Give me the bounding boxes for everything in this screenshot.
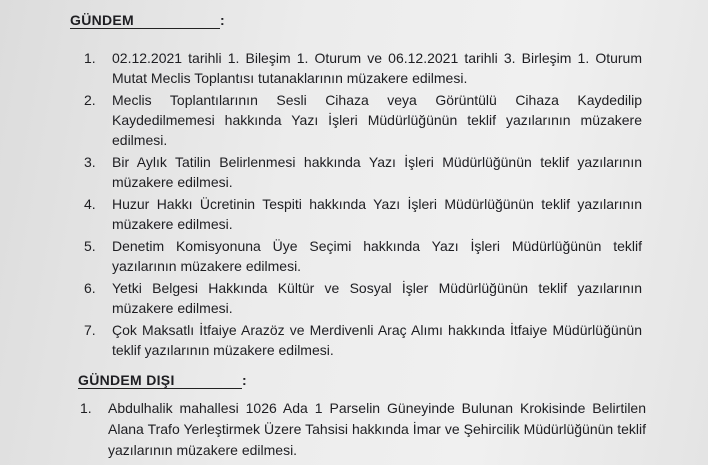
extra-agenda-title: GÜNDEM DIŞI	[78, 372, 242, 389]
extra-agenda-colon: :	[242, 372, 247, 388]
item-number: 1.	[80, 400, 92, 416]
item-number: 2.	[84, 92, 96, 108]
list-item	[84, 236, 642, 276]
agenda-colon: :	[220, 12, 225, 28]
item-text: Meclis Toplantılarının Sesli Cihaza veya Görüntülü Cihaza Kaydedilip Kaydedilmemesi hakkında Yazı İşleri Müdürlüğünün teklif yazılarının müzakere edilmesi.	[112, 92, 642, 148]
extra-agenda-list	[80, 398, 646, 463]
item-text: Huzur Hakkı Ücretinin Tespiti hakkında Yazı İşleri Müdürlüğünün teklif yazılarının müzakere edilmesi.	[112, 196, 642, 232]
agenda-heading	[70, 12, 225, 29]
item-number: 4.	[84, 196, 96, 212]
item-text: Denetim Komisyonuna Üye Seçimi hakkında Yazı İşleri Müdürlüğünün teklif yazılarının müzakere edilmesi.	[112, 238, 642, 274]
item-number: 3.	[84, 154, 96, 170]
item-text: Bir Aylık Tatilin Belirlenmesi hakkında Yazı İşleri Müdürlüğünün teklif yazılarının müzakere edilmesi.	[112, 154, 642, 190]
list-item	[84, 320, 642, 360]
item-number: 5.	[84, 238, 96, 254]
item-text: Çok Maksatlı İtfaiye Arazöz ve Merdivenli Araç Alımı hakkında İtfaiye Müdürlüğünün teklif yazılarının müzakere edilmesi.	[112, 322, 642, 358]
agenda-title: GÜNDEM	[70, 12, 220, 29]
item-number: 1.	[84, 50, 96, 66]
item-text: 02.12.2021 tarihli 1. Bileşim 1. Oturum ve 06.12.2021 tarihli 3. Birleşim 1. Oturum Mutat Meclis Toplantısı tutanaklarının müzakere edilmesi.	[112, 50, 642, 86]
item-number: 7.	[84, 322, 96, 338]
list-item	[84, 278, 642, 318]
agenda-list	[84, 48, 642, 362]
item-text: Yetki Belgesi Hakkında Kültür ve Sosyal İşler Müdürlüğünün teklif yazılarının müzakere edilmesi.	[112, 280, 642, 316]
list-item	[80, 398, 646, 461]
item-text: Abdulhalik mahallesi 1026 Ada 1 Parselin Güneyinde Bulunan Krokisinde Belirtilen Alana Trafo Yerleştirmek Üzere Tahsisi hakkında İmar ve Şehircilik Müdürlüğünün teklif yazılarının müzakere edilmesi.	[108, 400, 646, 458]
list-item	[84, 90, 642, 150]
list-item	[84, 48, 642, 88]
list-item	[84, 152, 642, 192]
extra-agenda-heading	[78, 372, 247, 389]
item-number: 6.	[84, 280, 96, 296]
list-item	[84, 194, 642, 234]
